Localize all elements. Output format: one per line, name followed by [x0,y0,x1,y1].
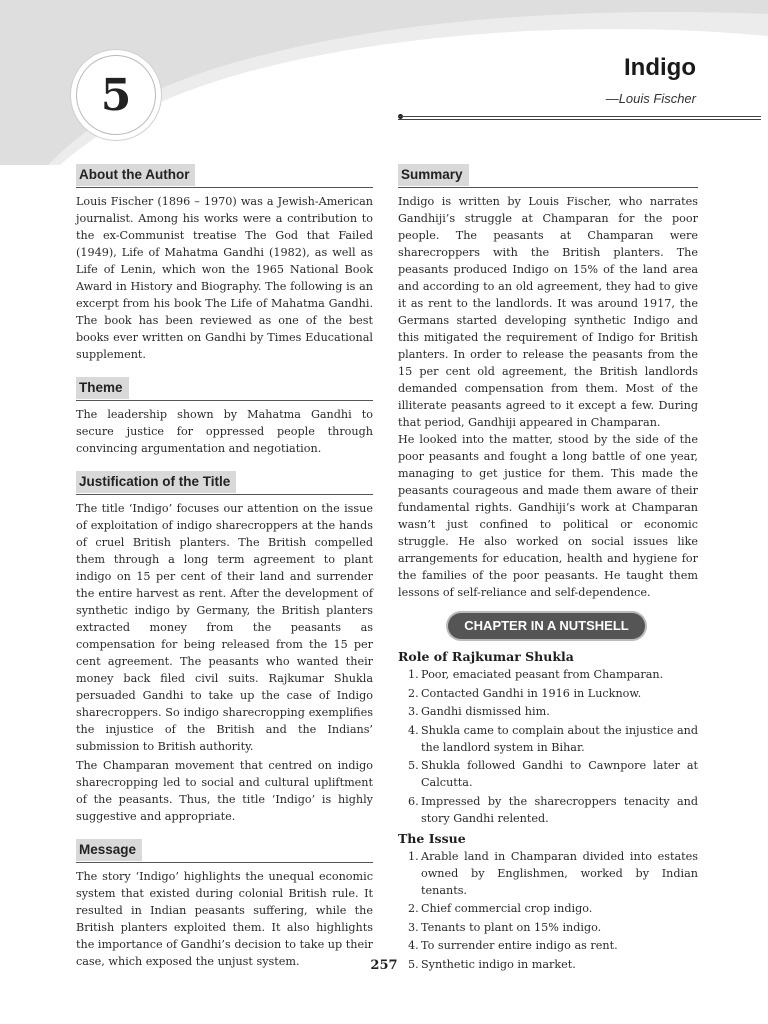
list-item: 3. Tenants to plant on 15% indigo. [408,920,602,934]
summary-text-2: He looked into the matter, stood by the side of the poor peasants and fought a long battle of one year, managing to get justice for them. This made the peasants courageous and made them aware of their fundamental rights. Gandhiji’s work at Champaran wasn’t just confined to political or economic struggle. He also worked on social issues like arrangements for education, health and hygiene for the families of the poor peasants. He taught them lessons of self-reliance and self-dependence. [398,433,698,599]
list-item: 2. Contacted Gandhi in 1916 in Lucknow. [408,686,642,700]
left-column [76,160,373,970]
theme-text: The leadership shown by Mahatma Gandhi to secure justice for oppressed people through convincing argumentation and negotiation. [76,408,373,455]
list-item: 2. Chief commercial crop indigo. [408,902,593,915]
title-rule-bottom [398,119,761,120]
page-number: 257 [370,958,398,973]
message-heading: Message [76,839,373,863]
justification-text-1: The title ‘Indigo’ focuses our attention on the issue of exploitation of indigo sharecroppers at the hands of cruel British planters. The British compelled them through a long term agreement to plant indigo on 15 per cent of their land and surrender the entire harvest as rent. After the development of synthetic indigo by Germany, the British planters extracted money from the peasants as compensation for being released from the 15 per cent agreement. The peasants who wanted their money back filed civil suits. Rajkumar Shukla persuaded Gandhi to take up the case of Indigo sharecroppers. So indigo sharecropping exemplifies the injustice of the British and the Indians’ submission to British authority. [76,502,373,753]
summary-heading: Summary [398,164,698,188]
justification-heading: Justification of the Title [76,471,373,495]
shukla-heading: Role of Rajkumar Shukla [398,649,574,664]
title-rule-top [398,116,761,117]
chapter-in-nutshell-banner: CHAPTER IN A NUTSHELL [448,613,645,639]
issue-list [398,848,698,973]
justification-text-2: The Champaran movement that centred on indigo sharecropping led to social and cultural upliftment of the peasants. Thus, the title ‘Indigo’ is highly suggestive and appropriate. [76,759,373,823]
list-item: 4. To surrender entire indigo as rent. [408,939,618,952]
theme-heading: Theme [76,377,373,401]
list-item: 3. Gandhi dismissed him. [408,705,550,718]
right-column [398,160,698,974]
summary-text-1: Indigo is written by Louis Fischer, who narrates Gandhiji’s struggle at Champaran for the poor people. The peasants at Champaran were sharecroppers with the British planters. The peasants produced Indigo on 15% of the land area and according to an old agreement, they had to give it as rent to the landlords. It was around 1917, the Germans started developing synthetic Indigo and this mitigated the requirement of Indigo for British planters. In order to release the peasants from the 15 per cent old agreement, the British landlords demanded compensation from them. Most of the illiterate peasants agreed to it except a few. During that period, Gandhiji appeared in Champaran. [398,195,698,429]
chapter-number-badge [76,55,156,135]
about-author-heading: About the Author [76,164,373,188]
shukla-list [398,666,698,827]
list-item: 6. Impressed by the sharecroppers tenacity and story Gandhi relented. [408,794,698,825]
chapter-title: Indigo [624,54,696,81]
issue-heading: The Issue [398,830,466,846]
chapter-author: —Louis Fischer [605,91,696,106]
list-item: 5. Shukla followed Gandhi to Cawnpore later at Calcutta. [408,759,698,789]
list-item: 1. Arable land in Champaran divided into estates owned by Englishmen, worked by Indian tenants. [408,849,698,897]
chapter-number: 5 [100,69,132,121]
list-item: 4. Shukla came to complain about the injustice and the landlord system in Bihar. [408,723,698,754]
list-item: 5. Synthetic indigo in market. [408,957,576,971]
list-item: 1. Poor, emaciated peasant from Champaran. [408,668,664,681]
message-text: The story ‘Indigo’ highlights the unequal economic system that existed during colonial British rule. It resulted in Indian peasants suffering, while the British planters exploited them. It also highlights the importance of Gandhi’s decision to take up their case, which exposed the unjust system. [76,870,373,968]
about-author-text: Louis Fischer (1896 – 1970) was a Jewish-American journalist. Among his works were a contribution to the ex-Communist treatise The God that Failed (1949), Life of Mahatma Gandhi (1982), as well as Life of Lenin, which won the 1965 National Book Award in History and Biography. The following is an excerpt from his book The Life of Mahatma Gandhi. The book has been reviewed as one of the best books ever written on Gandhi by Times Educational supplement. [76,195,373,361]
